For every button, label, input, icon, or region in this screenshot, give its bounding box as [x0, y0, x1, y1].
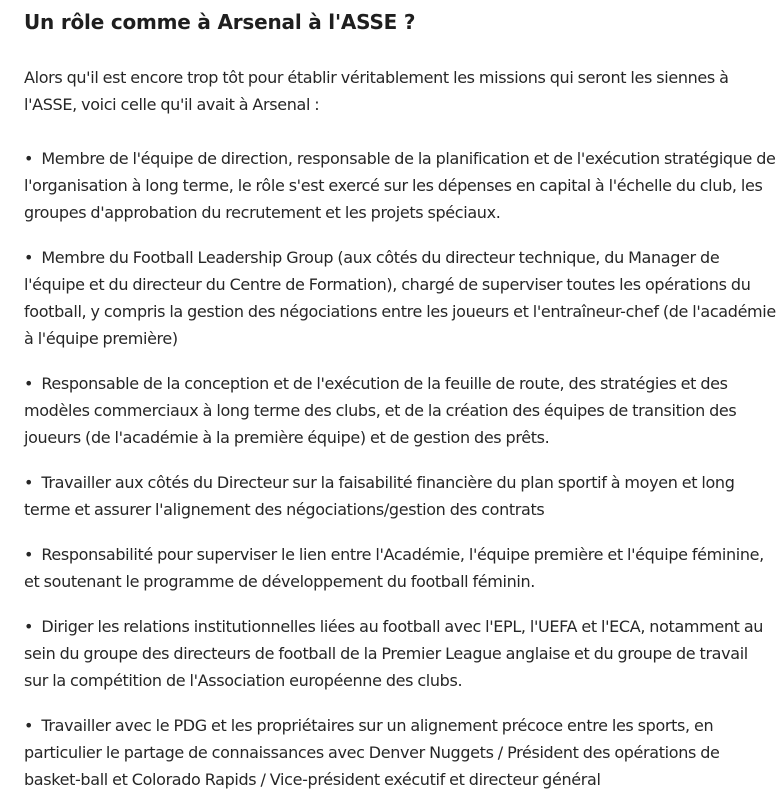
bullet-icon: •	[24, 149, 34, 168]
bullet-icon: •	[24, 716, 34, 735]
responsibilities-list	[24, 145, 776, 793]
article	[24, 0, 776, 811]
list-item-text: Diriger les relations institutionnelles liées au football avec l'EPL, l'UEFA et l'ECA, notamment au sein du groupe des directeurs de football de la Premier League anglaise et du groupe de travail sur la compétition de l'Association européenne des clubs.	[24, 617, 764, 690]
list-item	[24, 613, 776, 694]
section-heading: Un rôle comme à Arsenal à l'ASSE ?	[24, 10, 416, 34]
list-item-text: Membre de l'équipe de direction, responsable de la planification et de l'exécution stratégique de l'organisation à long terme, le rôle s'est exercé sur les dépenses en capital à l'échelle du club, les groupes d'approbation du recrutement et les projets spéciaux.	[24, 149, 776, 222]
list-item-text: Membre du Football Leadership Group (aux côtés du directeur technique, du Manager de l'équipe et du directeur du Centre de Formation), chargé de superviser toutes les opérations du football, y compris la gestion des négociations entre les joueurs et l'entraîneur-chef (de l'académie à l'équipe première)	[24, 248, 776, 348]
list-item	[24, 244, 776, 352]
intro-paragraph: Alors qu'il est encore trop tôt pour établir véritablement les missions qui seront les siennes à l'ASSE, voici celle qu'il avait à Arsenal :	[24, 68, 729, 114]
list-item-text: Travailler avec le PDG et les propriétaires sur un alignement précoce entre les sports, en particulier le partage de connaissances avec Denver Nuggets / Président des opérations de basket-ball et Colorado Rapids / Vice-président exécutif et directeur général	[24, 716, 720, 789]
bullet-icon: •	[24, 374, 34, 393]
list-item	[24, 145, 776, 226]
list-item-text: Responsable de la conception et de l'exécution de la feuille de route, des stratégies et des modèles commerciaux à long terme des clubs, et de la création des équipes de transition des joueurs (de l'académie à la première équipe) et de gestion des prêts.	[24, 374, 737, 447]
list-item-text: Travailler aux côtés du Directeur sur la faisabilité financière du plan sportif à moyen et long terme et assurer l'alignement des négociations/gestion des contrats	[24, 473, 735, 519]
bullet-icon: •	[24, 248, 34, 267]
bullet-icon: •	[24, 545, 34, 564]
list-item-text: Responsabilité pour superviser le lien entre l'Académie, l'équipe première et l'équipe féminine, et soutenant le programme de développement du football féminin.	[24, 545, 764, 591]
list-item	[24, 541, 776, 595]
bullet-icon: •	[24, 473, 34, 492]
list-item	[24, 469, 776, 523]
list-item	[24, 712, 776, 793]
bullet-icon: •	[24, 617, 34, 636]
list-item	[24, 370, 776, 451]
